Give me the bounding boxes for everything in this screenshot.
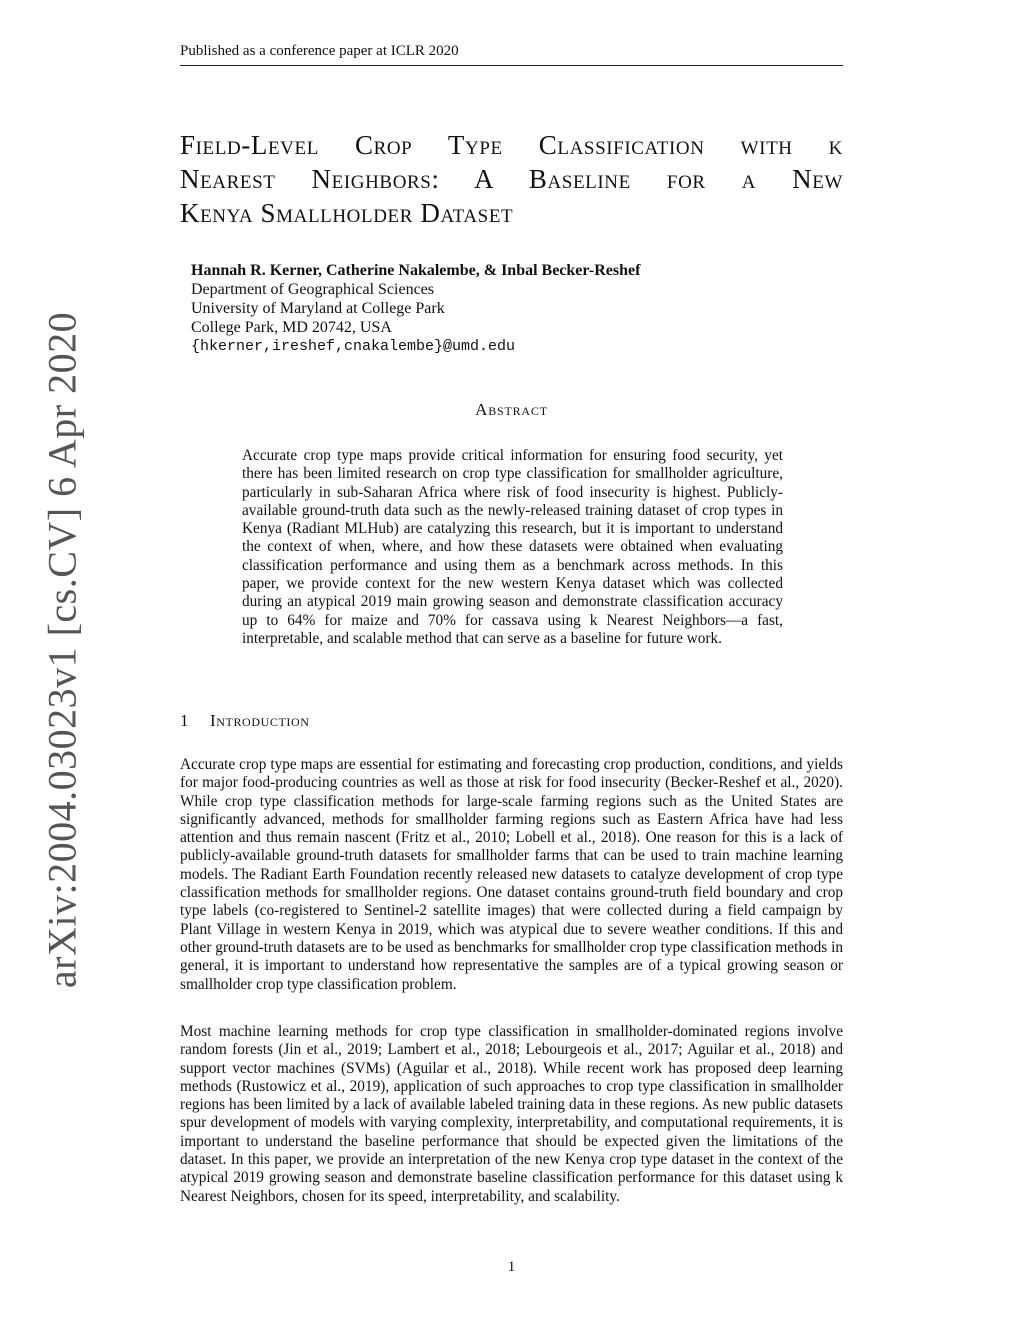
section-heading <box>180 711 843 731</box>
title-line-1: Field-Level Crop Type Classification with k <box>180 130 843 160</box>
author-block <box>191 261 831 356</box>
abstract-heading: Abstract <box>475 400 548 419</box>
intro-paragraph-2: Most machine learning methods for crop type classification in smallholder-dominated regions involve random forests (Jin et al., 2019; Lambert et al., 2018; Lebourgeois et al., 2017; Aguilar et al., 2018) and support vector machines (SVMs) (Aguilar et al., 2018). While recent work has proposed deep learning methods (Rustowicz et al., 2019), application of such approaches to crop type classification in smallholder regions has been limited by a lack of available labeled training data in these regions. As new public datasets spur development of models with varying complexity, interpretability, and computational requirements, it is important to understand the baseline performance that should be expected given the limitations of the dataset. In this paper, we provide an interpretation of the new Kenya crop type dataset in the context of the atypical 2019 growing season and demonstrate baseline classification performance for this dataset using k Nearest Neighbors, chosen for its speed, interpretability, and scalability. <box>180 1023 843 1205</box>
author-address: College Park, MD 20742, USA <box>191 319 392 336</box>
author-university: University of Maryland at College Park <box>191 300 445 317</box>
title-line-2: Nearest Neighbors: A Baseline for a New <box>180 164 843 194</box>
author-department: Department of Geographical Sciences <box>191 281 435 298</box>
author-email: {hkerner,ireshef,cnakalembe}@umd.edu <box>191 338 516 355</box>
section-number: 1 <box>180 711 190 730</box>
paper-title <box>180 128 843 230</box>
page-number: 1 <box>507 1259 516 1275</box>
author-names: Hannah R. Kerner, Catherine Nakalembe, & Inbal Becker-Reshef <box>191 262 641 279</box>
intro-paragraph-1: Accurate crop type maps are essential for estimating and forecasting crop production, conditions, and yields for major food-producing countries as well as those at risk for food insecurity (Becker-Reshef et al., 2020). While crop type classification methods for large-scale farming regions such as the United States are significantly advanced, methods for smallholder farming regions such as Eastern Africa have had less attention and thus remain nascent (Fritz et al., 2010; Lobell et al., 2018). One reason for this is a lack of publicly-available ground-truth datasets for smallholder farms that can be used to train machine learning models. The Radiant Earth Foundation recently released new datasets to catalyze development of crop type classification methods for smallholder regions. One dataset contains ground-truth field boundary and crop type labels (co-registered to Sentinel-2 satellite images) that were collected during a field campaign by Plant Village in western Kenya in 2019, which was atypical due to severe weather conditions. If this and other ground-truth datasets are to be used as benchmarks for smallholder crop type classification methods in general, it is important to understand how representative the samples are of a typical growing season or smallholder crop type classification problem. <box>180 756 843 993</box>
section-title: Introduction <box>210 711 310 730</box>
title-line-3: Kenya Smallholder Dataset <box>180 198 514 228</box>
arxiv-identifier: arXiv:2004.03023v1 [cs.CV] 6 Apr 2020 <box>39 311 85 989</box>
abstract-text: Accurate crop type maps provide critical information for ensuring food security, yet there has been limited research on crop type classification for smallholder agriculture, particularly in sub-Saharan Africa where risk of food insecurity is highest. Publicly-available ground-truth data such as the newly-released training dataset of crop types in Kenya (Radiant MLHub) are catalyzing this research, but it is important to understand the context of when, where, and how these datasets were obtained when evaluating classification performance and using them as a benchmark across methods. In this paper, we provide context for the new western Kenya dataset which was collected during an atypical 2019 main growing season and demonstrate classification accuracy up to 64% for maize and 70% for cassava using k Nearest Neighbors—a fast, interpretable, and scalable method that can serve as a baseline for future work. <box>242 447 783 647</box>
running-head: Published as a conference paper at ICLR 2020 <box>180 43 843 66</box>
